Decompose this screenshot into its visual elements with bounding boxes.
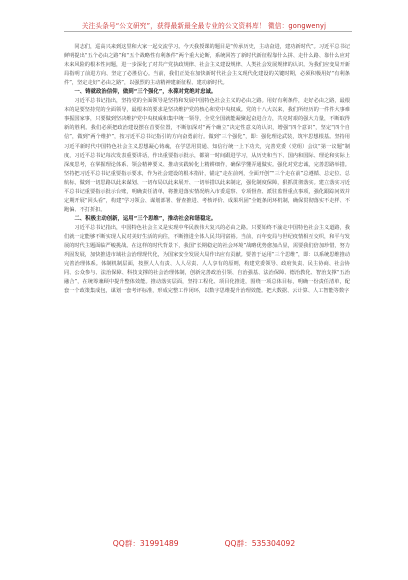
section-2-paragraph: 习近平总书记指出，中国特色社会主义是实现中华民族伟大复兴的必由之路。只要始终不渝走中国特色社会主义道路，我们就一定能够不断实现人民对美好生活的向往，不断推进全体人民共同富裕。当前，百年变局与世纪疫情相互交织，和平与发展的时代主题面临严峻挑战。在这样的时代背景下，我国“长期稳定的社会环境”战略优势愈加凸显，需要我们倍加珍惜，努力巩固发展，加快推进市域社会治理现代化，为国家安全发展大局作出应有贡献。要善于运用“三个思维”，即：以系统思维推动完善治理体系。体制机制层面，按照人人有责、人人尽责、人人享有的原则，构建党委领导、政府负责、民主协商、社会协同、公众参与、法治保障、科技支撑的社会治理体制，创新完善政治引领、自治强基、法治保障、德治教化、智治支撑“五治融合”，在统筹兼顾中提升整体效能。推动落实层面，坚持工程化、项目化推进，围绕一项总体目标，明确一份责任清单，配套一个政策集成包，谋划一套考评标准，形成完整工作闭环，以数字思维提升治理效能。把大数据、云计算、人工智能等数字 — [64, 224, 350, 295]
section-heading-1: 一、铸就政治信仰，做到“三个强化”，永葆对党绝对忠诚。 — [74, 89, 217, 96]
section-heading-2: 二、积极主动创新，运用“三个思维”，推动社会和谐稳定。 — [74, 215, 217, 222]
document-body — [64, 43, 350, 528]
header-divider — [64, 31, 352, 32]
section-1-paragraph: 习近平总书记指出，坚持党的全面领导是坚持和发展中国特色社会主义的必由之路。用好有利条件，走好必由之路，最根本的是要坚持党的全面领导，最根本的要求是坚决维护党的核心和党中央权威。党的十八大以来，我们所经历的一件件大事难事振国家事，只要做到坚决维护党中央权威和集中统一领导，全党全国就能凝聚起奋进合力，共克时艰的强大力量，不断取得新的胜利。我们必须把政治建设摆在首要位置，不断加深对“两个确立”决定性意义的认识，增强“四个意识”，坚定“四个自信”，做到“两个维护”，按习近平总书记指引的方向奋勇前行。做到“三个强化”，即：强化理论武装，筑牢思想根基。坚持用习近平新时代中国特色社会主义思想凝心铸魂，在学思用贯通、知信行统一上下功夫，完善党委（党组）会议“第一议题”制度，习近平总书记每次发表重要讲话，作出重要指示批示，都第一时间跟进学习，从历史和当下、国内和国际、理论和实际上深度思考，在掌握理论体系、领会精神要义、推动实践转化上精耕细作，确保学懂弄通做实。强化对党忠诚，完善思路举措。坚持把习近平总书记重要指示要求，作为社会建设的根本指针，锚定“走在前列，全面开创”“三个走在前”总遵循、总定位、总航标，做到一切思路以此来谋划、一切布局以此来展开、一切举措以此来制定，强化制度保障，狠抓贯彻落实。建立落实习近平总书记重要指示批示台账，明确责任清单，将推进落实情况纳入市委巡察、专项督查、派驻监督重点事项，强化跟踪问效并定期开展“回头看”，构建“学习领会、谋划部署、督查推进、考核评价、成果巩固”全链条闭环机制，确保贯彻落实不走样、不跑偏、不打折扣。 — [64, 98, 350, 213]
intro-paragraph: 同志们，巡高兴来到这里和大家一起交流学习。今天我授课的题目是“传承历史，主动奋进，建功新时代”。习近平总书记鲜明提出“五个必由之路”和“五个战略性有利条件”两个重大论断，系统回答了新时代新征程靠什么拼、走什么路、靠什么应对未来风险的根本性问题，进一步深化了对共产党执政规律、社会主义建设规律、人类社会发展规律的认识。为我们应变局开新局指明了前进方向、坚定了必胜信心。当前，我们正处在加快新时代社会主义现代化建设的关键时期，必须积极用好“有利条件”，坚定走好“必由之路”，以强烈的主动精神建新征程、建功新时代。 — [64, 44, 350, 87]
footer-qq-group-2: QQ群：535304092 — [224, 539, 296, 548]
footer-qq-group-1: QQ群：31991489 — [112, 539, 179, 548]
page-header: 关注头条号“公文研究”，获得最新最全最专业的公文资料库！ 微信：gongwenyj — [81, 22, 327, 30]
page-footer — [0, 538, 408, 549]
